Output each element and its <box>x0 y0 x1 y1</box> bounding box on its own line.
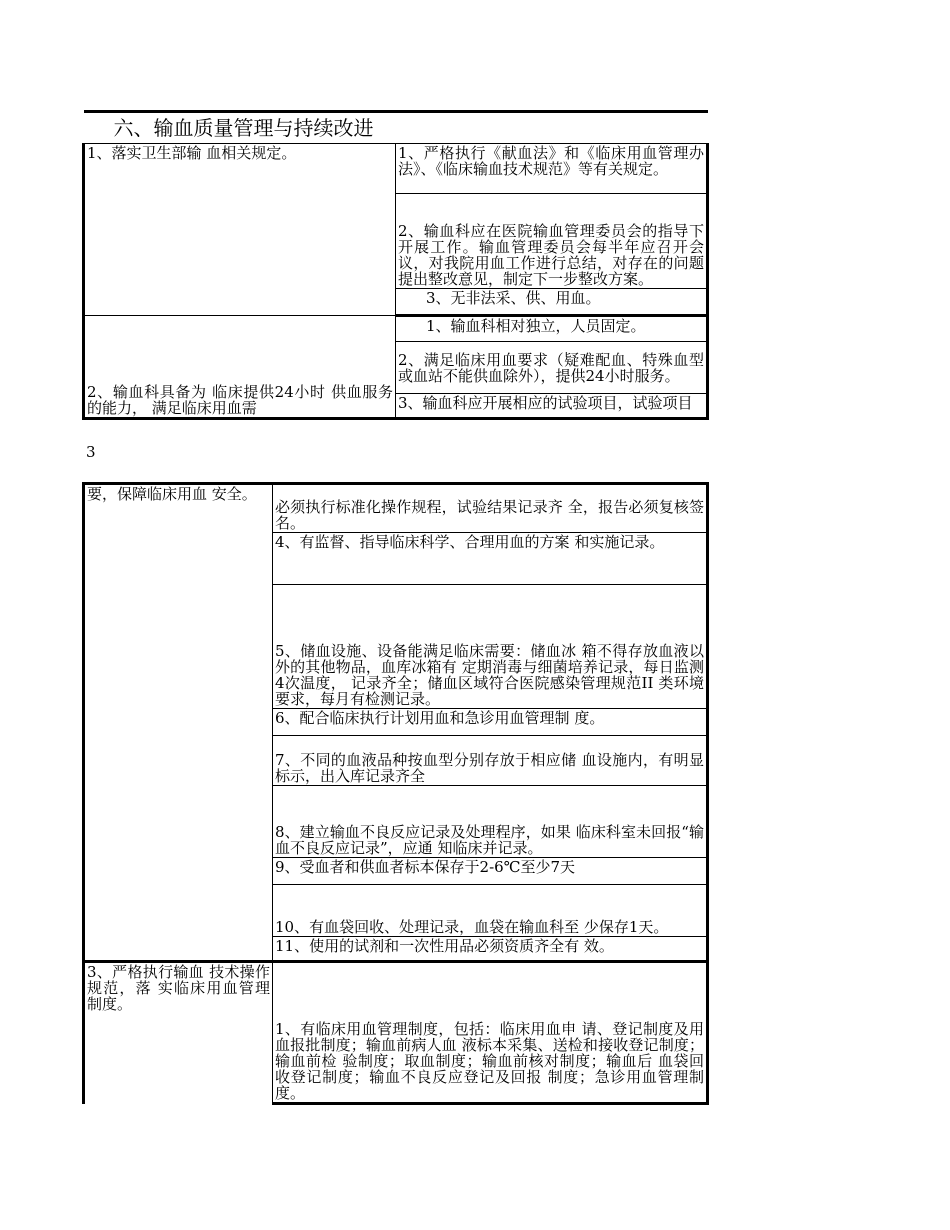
requirement-2-continued: 要，保障临床用血 安全。 <box>84 484 273 962</box>
quality-table-part2 <box>82 482 709 1105</box>
requirement-2-item-7: 7、不同的血液品种按血型分别存放于相应储 血设施内，有明显标示，出入库记录齐全 <box>273 736 708 786</box>
requirement-2-item-8: 8、建立输血不良反应记录及处理程序，如果 临床科室未回报“输血不良反应记录”，应通 知临床并记录。 <box>273 786 708 858</box>
section-title: 六、输血质量管理与持续改进 <box>84 112 708 144</box>
requirement-2-item-11: 11、使用的试剂和一次性用品必须资质齐全有 效。 <box>273 937 708 962</box>
requirement-2-item-2: 2、满足临床用血要求（疑难配血、特殊血型 或血站不能供血除外），提供24小时服务。 <box>396 342 708 394</box>
requirement-2: 2、输血科具备为 临床提供24小时 供血服务的能力， 满足临床用血需 <box>84 316 396 419</box>
requirement-2-item-10: 10、有血袋回收、处理记录，血袋在输血科至 少保存1天。 <box>273 885 708 937</box>
requirement-2-item-5: 5、储血设施、设备能满足临床需要：储血冰 箱不得存放血液以外的其他物品，血库冰箱有 定期消毒与细菌培养记录，每日监测4次温度， 记录齐全；储血区域符合医院感染管理规范II 类环境要求，每月有检测记录。 <box>273 585 708 709</box>
requirement-2-item-6: 6、配合临床执行计划用血和急诊用血管理制 度。 <box>273 709 708 736</box>
requirement-2-item-3: 3、输血科应开展相应的试验项目，试验项目 <box>396 394 708 419</box>
requirement-1-item-3: 3、无非法采、供、用血。 <box>396 289 708 316</box>
requirement-2-item-1: 1、输血科相对独立，人员固定。 <box>396 316 708 342</box>
requirement-2-item-9: 9、受血者和供血者标本保存于2-6℃至少7天 <box>273 858 708 885</box>
requirement-1: 1、落实卫生部输 血相关规定。 <box>84 144 396 316</box>
page-number: 3 <box>86 443 96 461</box>
quality-table-part1 <box>82 110 709 420</box>
requirement-2-item-4: 4、有监督、指导临床科学、合理用血的方案 和实施记录。 <box>273 533 708 585</box>
requirement-1-item-1: 1、严格执行《献血法》和《临床用血管理办 法》、《临床输血技术规范》等有关规定。 <box>396 144 708 194</box>
requirement-3-item-1: 1、有临床用血管理制度，包括：临床用血申 请、登记制度及用血报批制度；输血前病人血 液标本采集、送检和接收登记制度；输血前检 验制度；取血制度；输血前核对制度；输血后 血袋回收登记制度；输血不良反应登记及回报 制度；急诊用血管理制度。 <box>273 962 708 1104</box>
requirement-1-item-2: 2、输血科应在医院输血管理委员会的指导下 开展工作。输血管理委员会每半年应召开会 议，对我院用血工作进行总结，对存在的问题 提出整改意见，制定下一步整改方案。 <box>396 194 708 289</box>
requirement-3: 3、严格执行输血 技术操作规范，落 实临床用血管理 制度。 <box>84 962 273 1104</box>
requirement-2-item-3-continued: 必须执行标准化操作规程，试验结果记录齐 全，报告必须复核签名。 <box>273 484 708 533</box>
